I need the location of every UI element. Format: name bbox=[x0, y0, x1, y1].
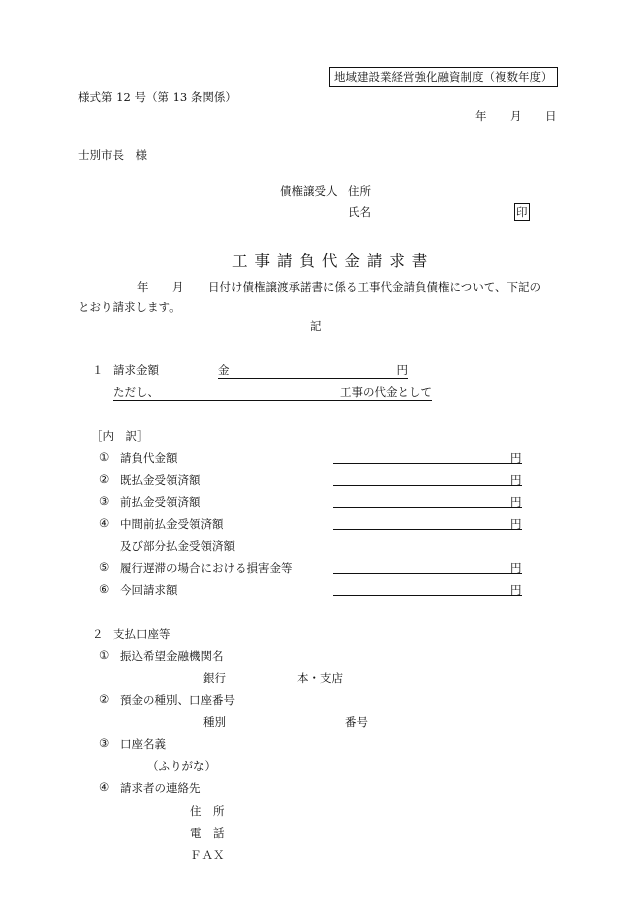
amount-field[interactable] bbox=[218, 362, 408, 379]
branch-label: 本・支店 bbox=[297, 671, 343, 685]
breakdown-label-4b: 及び部分払金受領済額 bbox=[120, 539, 235, 553]
section2-number: ２ bbox=[92, 627, 104, 641]
contact-fax-label: ＦＡＸ bbox=[190, 848, 225, 862]
breakdown-yen-6: 円 bbox=[510, 583, 522, 597]
date-month-label: 月 bbox=[510, 109, 522, 123]
bank-label: 銀行 bbox=[203, 671, 226, 685]
breakdown-label-6: 今回請求額 bbox=[120, 583, 178, 597]
yen-label: 円 bbox=[396, 363, 408, 377]
account-holder-label: 口座名義 bbox=[120, 737, 166, 751]
breakdown-yen-5: 円 bbox=[510, 561, 522, 575]
name-label: 氏名 bbox=[348, 205, 371, 219]
furigana-label: （ふりがな） bbox=[147, 759, 216, 773]
bank-name-label: 振込希望金融機関名 bbox=[120, 649, 224, 663]
work-name-field[interactable] bbox=[113, 384, 432, 401]
breakdown-yen-3: 円 bbox=[510, 495, 522, 509]
breakdown-mark-6: ⑥ bbox=[99, 582, 110, 596]
breakdown-amount-line-3[interactable] bbox=[333, 507, 522, 508]
account-type-number-label: 預金の種別、口座番号 bbox=[120, 693, 235, 707]
system-name-box: 地域建設業経営強化融資制度（複数年度） bbox=[329, 67, 558, 87]
date-day-label: 日 bbox=[545, 109, 557, 123]
breakdown-heading: ［内 訳］ bbox=[91, 429, 149, 443]
section1-label: 請求金額 bbox=[113, 363, 159, 377]
account-type-label: 種別 bbox=[203, 715, 226, 729]
payment-mark-2: ② bbox=[99, 692, 110, 706]
breakdown-label-4: 中間前払金受領済額 bbox=[120, 517, 224, 531]
breakdown-amount-line-5[interactable] bbox=[333, 573, 522, 574]
breakdown-yen-1: 円 bbox=[510, 451, 522, 465]
breakdown-mark-3: ③ bbox=[99, 494, 110, 508]
tadashi-label: ただし、 bbox=[113, 385, 159, 399]
body-line-1: 日付け債権譲渡承諾書に係る工事代金請負債権について、下記の bbox=[208, 280, 542, 294]
ki-label: 記 bbox=[310, 319, 322, 333]
breakdown-label-5: 履行遅滞の場合における損害金等 bbox=[120, 561, 293, 575]
breakdown-yen-4: 円 bbox=[510, 517, 522, 531]
contact-address-label: 住 所 bbox=[190, 804, 225, 818]
form-number: 様式第 12 号（第 13 条関係） bbox=[78, 90, 237, 104]
account-number-label: 番号 bbox=[345, 715, 368, 729]
breakdown-amount-line-1[interactable] bbox=[333, 463, 522, 464]
payment-mark-3: ③ bbox=[99, 736, 110, 750]
breakdown-mark-5: ⑤ bbox=[99, 560, 110, 574]
section1-number: １ bbox=[92, 363, 104, 377]
kin-label: 金 bbox=[218, 363, 230, 377]
seal-mark: 印 bbox=[516, 205, 528, 219]
breakdown-mark-4: ④ bbox=[99, 516, 110, 530]
breakdown-yen-2: 円 bbox=[510, 473, 522, 487]
breakdown-mark-2: ② bbox=[99, 472, 110, 486]
payment-mark-1: ① bbox=[99, 648, 110, 662]
contact-phone-label: 電 話 bbox=[190, 826, 225, 840]
address-label: 住所 bbox=[348, 184, 371, 198]
breakdown-amount-line-2[interactable] bbox=[333, 485, 522, 486]
breakdown-amount-line-4[interactable] bbox=[333, 529, 522, 530]
breakdown-amount-line-6[interactable] bbox=[333, 595, 522, 596]
body-month-label: 月 bbox=[172, 280, 184, 294]
addressee: 士別市長 様 bbox=[78, 148, 147, 162]
breakdown-mark-1: ① bbox=[99, 450, 110, 464]
section2-label: 支払口座等 bbox=[113, 627, 171, 641]
work-text: 工事の代金として bbox=[340, 385, 432, 399]
document-title: 工事請負代金請求書 bbox=[232, 252, 435, 270]
payment-mark-4: ④ bbox=[99, 780, 110, 794]
body-year-label: 年 bbox=[137, 280, 149, 294]
body-line-2: とおり請求します。 bbox=[78, 300, 181, 314]
requester-label: 債権譲受人 bbox=[280, 184, 338, 198]
breakdown-label-1: 請負代金額 bbox=[120, 451, 178, 465]
contact-label: 請求者の連絡先 bbox=[120, 781, 201, 795]
breakdown-label-3: 前払金受領済額 bbox=[120, 495, 201, 509]
breakdown-label-2: 既払金受領済額 bbox=[120, 473, 201, 487]
date-year-label: 年 bbox=[475, 109, 487, 123]
